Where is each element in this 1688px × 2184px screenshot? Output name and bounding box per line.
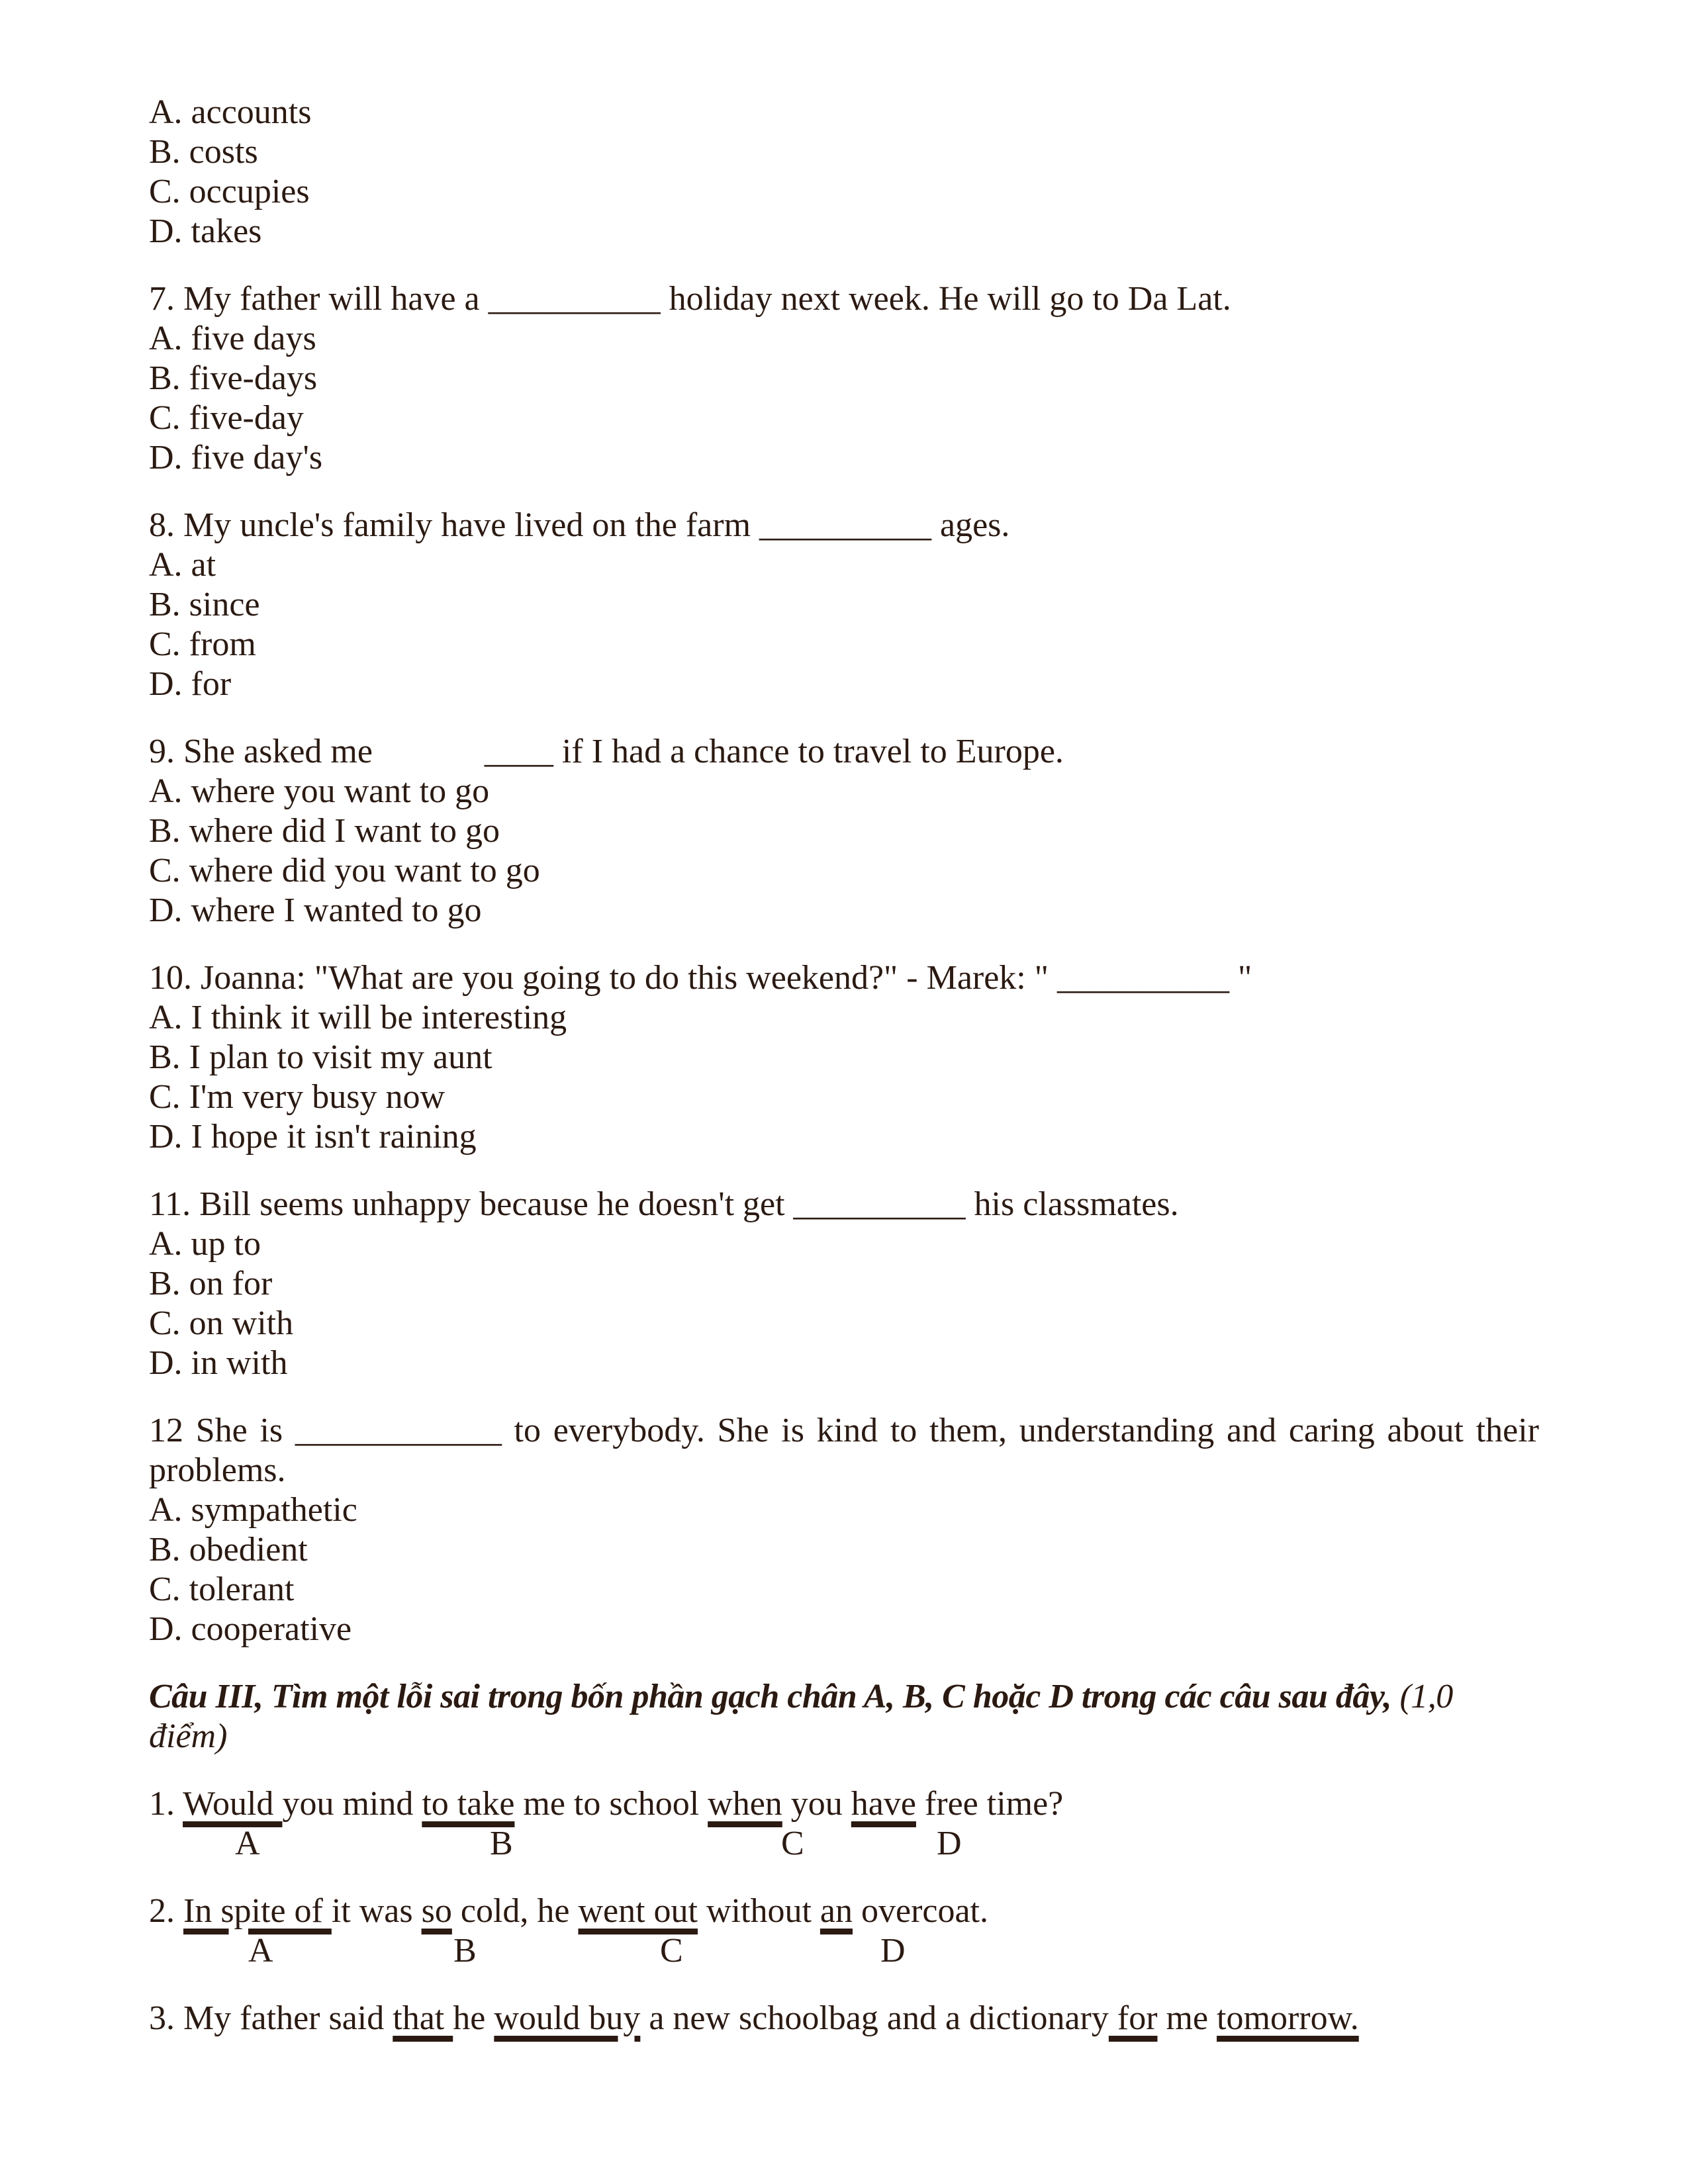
option-line: C. I'm very busy now xyxy=(149,1078,445,1116)
option-line: A. accounts xyxy=(149,93,312,131)
answer-letter-row xyxy=(149,1824,1539,1864)
option-line: D. where I wanted to go xyxy=(149,891,482,929)
question-text: 10. Joanna: "What are you going to do this weekend?" - Marek: " __________ " xyxy=(149,959,1252,997)
option-line: B. obedient xyxy=(149,1531,308,1569)
option-line: B. where did I want to go xyxy=(149,812,500,850)
underlined-segment-c: when xyxy=(708,1785,782,1823)
option-line: D. takes xyxy=(149,212,262,250)
question-text: 9. She asked me ____ if I had a chance to travel to Europe. xyxy=(149,733,1064,770)
underlined-segment-b: so xyxy=(421,1892,452,1930)
exam-document xyxy=(149,93,1539,2038)
letter-b: B xyxy=(453,1932,477,1970)
letter-b: B xyxy=(490,1825,513,1862)
error-question-1 xyxy=(149,1784,1539,1864)
option-line: C. from xyxy=(149,625,256,663)
section-heading-main: Câu III, Tìm một lỗi sai trong bốn phần gạch chân A, B, C hoặc D trong các câu sau đây, xyxy=(149,1678,1391,1715)
option-line: B. on for xyxy=(149,1265,273,1302)
question-block-9 xyxy=(149,732,1539,931)
underlined-segment-c: for xyxy=(1108,1999,1158,2037)
option-line: A. I think it will be interesting xyxy=(149,999,567,1036)
option-line: A. at xyxy=(149,546,216,584)
section-heading-points-start: (1,0 xyxy=(1391,1678,1453,1715)
letter-d: D xyxy=(937,1825,962,1862)
underlined-segment-d: tomorrow. xyxy=(1217,1999,1359,2037)
error-sentence xyxy=(149,1999,1539,2038)
option-line: B. I plan to visit my aunt xyxy=(149,1038,492,1076)
question-text: 12 She is ____________ to everybody. She is kind to them, understanding and caring about their problems. xyxy=(149,1412,1539,1489)
option-line: A. sympathetic xyxy=(149,1491,357,1529)
underlined-segment-b: would buy xyxy=(494,1999,641,2037)
underlined-segment-a: that xyxy=(393,1999,453,2037)
option-line: D. for xyxy=(149,665,232,703)
section-heading-line-1 xyxy=(149,1677,1539,1717)
option-line: C. where did you want to go xyxy=(149,852,540,889)
option-line: C. on with xyxy=(149,1304,294,1342)
error-question-3 xyxy=(149,1999,1539,2038)
question-block-8 xyxy=(149,506,1539,704)
question-block-7 xyxy=(149,279,1539,478)
error-sentence xyxy=(149,1784,1539,1824)
question-text: 8. My uncle's family have lived on the farm __________ ages. xyxy=(149,506,1010,544)
sentence-segment: you mind xyxy=(282,1785,422,1823)
option-line: D. I hope it isn't raining xyxy=(149,1118,477,1156)
letter-c: C xyxy=(660,1932,683,1970)
underlined-segment-d: have xyxy=(851,1785,916,1823)
underlined-segment-d: an xyxy=(820,1892,853,1930)
letter-c: C xyxy=(781,1825,804,1862)
option-line: A. five days xyxy=(149,320,316,357)
sentence-segment: without xyxy=(698,1892,820,1930)
sentence-segment: cold, he xyxy=(451,1892,579,1930)
sentence-segment: you xyxy=(782,1785,851,1823)
question-text: 7. My father will have a __________ holiday next week. He will go to Da Lat. xyxy=(149,280,1231,318)
section-heading-line-2 xyxy=(149,1717,1539,1756)
sentence-segment: 1. xyxy=(149,1785,183,1823)
sentence-segment: he xyxy=(453,1999,494,2037)
question-block-10 xyxy=(149,958,1539,1157)
letter-a: A xyxy=(235,1825,260,1862)
sentence-segment: a new schoolbag and a dictionary xyxy=(640,1999,1109,2037)
option-line: A. up to xyxy=(149,1225,261,1263)
option-line: D. five day's xyxy=(149,439,323,477)
option-line: D. in with xyxy=(149,1344,288,1382)
underlined-segment-b: to take xyxy=(422,1785,515,1823)
underlined-segment-c: went out xyxy=(578,1892,698,1930)
sentence-segment: it was xyxy=(331,1892,422,1930)
letter-d: D xyxy=(880,1932,906,1970)
error-sentence xyxy=(149,1891,1539,1931)
letter-a: A xyxy=(248,1932,273,1970)
option-line: D. cooperative xyxy=(149,1610,352,1648)
sentence-segment: me to school xyxy=(514,1785,708,1823)
question-text: 11. Bill seems unhappy because he doesn't get __________ his classmates. xyxy=(149,1185,1179,1223)
question-block-11 xyxy=(149,1185,1539,1383)
section-heading-points-end: điểm) xyxy=(149,1717,228,1755)
section-3-heading xyxy=(149,1677,1539,1756)
option-line: B. five-days xyxy=(149,359,318,397)
underlined-segment-a: In spite of xyxy=(183,1892,332,1930)
option-line: A. where you want to go xyxy=(149,772,490,810)
sentence-segment: me xyxy=(1157,1999,1217,2037)
option-line: B. costs xyxy=(149,133,258,171)
question-block-6-options xyxy=(149,93,1539,251)
option-line: C. occupies xyxy=(149,173,310,210)
answer-letter-row xyxy=(149,1931,1539,1971)
underlined-segment-a: Would xyxy=(183,1785,283,1823)
option-line: C. five-day xyxy=(149,399,304,437)
question-block-12 xyxy=(149,1411,1539,1649)
option-line: B. since xyxy=(149,586,260,623)
sentence-segment: overcoat. xyxy=(853,1892,989,1930)
error-question-2 xyxy=(149,1891,1539,1971)
sentence-segment: free time? xyxy=(915,1785,1064,1823)
sentence-segment: 2. xyxy=(149,1892,183,1930)
sentence-segment: 3. My father said xyxy=(149,1999,393,2037)
option-line: C. tolerant xyxy=(149,1570,295,1608)
